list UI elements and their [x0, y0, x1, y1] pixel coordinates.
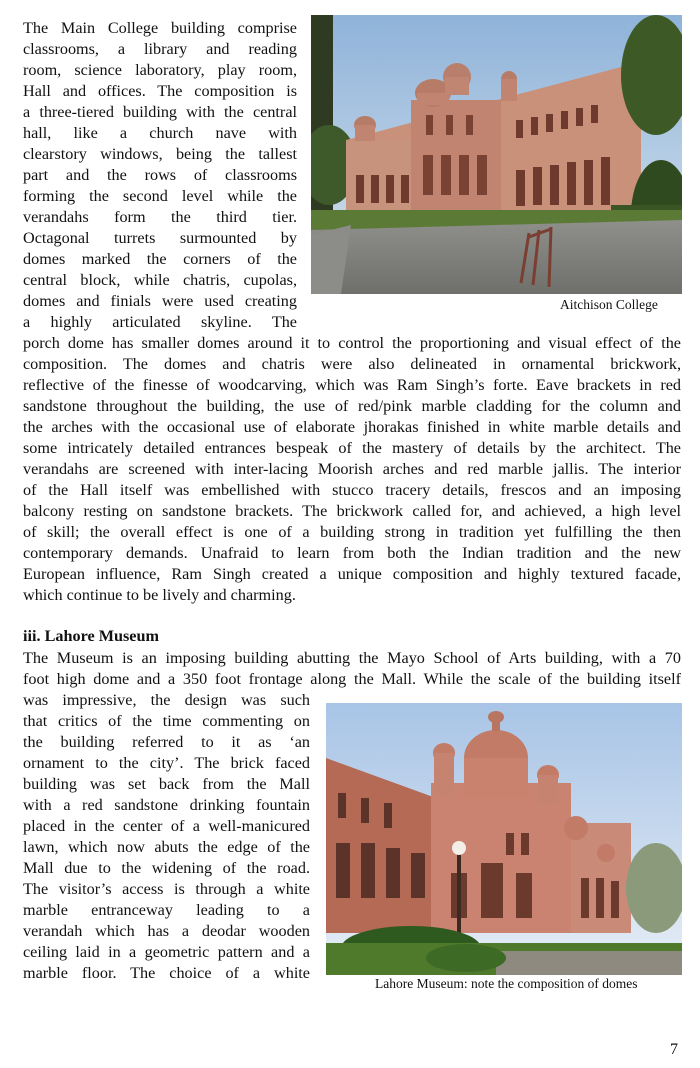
text-line: foot high dome and a 350 foot frontage along the Mall. While the scale of the building itself [23, 670, 681, 688]
text-line: classrooms, a library and reading [23, 40, 297, 58]
section2-narrow-text [23, 690, 310, 984]
text-line: European influence, Ram Singh created a unique composition and highly textured facade, [23, 565, 681, 583]
section2-full-text [23, 648, 681, 690]
text-line: the arches with the occasional use of elaborate jhorakas finished in white marble details and [23, 418, 681, 436]
text-line: domes marked the corners of the [23, 250, 297, 268]
text-line: the building referred to it as ‘an [23, 733, 310, 751]
text-line: central block, while chatris, cupolas, [23, 271, 297, 289]
text-line: reflective of the finesse of woodcarving, which was Ram Singh’s forte. Eave brackets in red [23, 376, 681, 394]
text-line: verandahs are screened with inter-lacing Moorish arches and red marble jallis. The interior [23, 460, 681, 478]
text-line: Mall due to the widening of the road. [23, 859, 310, 877]
text-line: of skill; the overall effect is one of a building strong in tradition yet fulfilling the then [23, 523, 681, 541]
text-line: building was set back from the Mall [23, 775, 310, 793]
aitchison-college-photo [311, 15, 682, 294]
text-line: balcony resting on sandstone brackets. The brickwork called for, and achieved, a high level [23, 502, 681, 520]
text-line: was impressive, the design was such [23, 691, 310, 709]
section1-full-text [23, 333, 681, 606]
text-line: verandahs form the third tier. [23, 208, 297, 226]
text-line: some intricately detailed entrances bespeak of the mastery of details by the architect. The [23, 439, 681, 457]
text-line: sandstone throughout the building, the use of red/pink marble cladding for the column and [23, 397, 681, 415]
text-line: domes and finials were used creating [23, 292, 297, 310]
text-line: ceiling laid in a geometric pattern and a [23, 943, 310, 961]
text-line: of the Hall itself was embellished with stucco tracery details, frescos and an imposing [23, 481, 681, 499]
text-line: ornament to the city’. The brick faced [23, 754, 310, 772]
text-line: that critics of the time commenting on [23, 712, 310, 730]
text-line: verandah which has a deodar wooden [23, 922, 310, 940]
text-line: composition. The domes and chatris were also delineated in ornamental brickwork, [23, 355, 681, 373]
text-line: Hall and offices. The composition is [23, 82, 297, 100]
text-line: marble floor. The choice of a white [23, 964, 310, 982]
figure-caption: Aitchison College [560, 297, 658, 312]
text-line: a three-tiered building with the central [23, 103, 297, 121]
lahore-museum-photo [326, 703, 682, 975]
text-line: The Main College building comprise [23, 19, 297, 37]
text-line: placed in the center of a well-manicured [23, 817, 310, 835]
section-heading: iii. Lahore Museum [23, 627, 159, 645]
text-line: a highly articulated skyline. The [23, 313, 297, 331]
text-line: lawn, which now abuts the edge of the [23, 838, 310, 856]
text-line: part and the rows of classrooms [23, 166, 297, 184]
page-number: 7 [670, 1041, 678, 1058]
text-line: room, science laboratory, play room, [23, 61, 297, 79]
text-line: marble entranceway leading to a [23, 901, 310, 919]
text-line: porch dome has smaller domes around it to control the proportioning and visual effect of the [23, 334, 681, 352]
text-line: which continue to be lively and charming. [23, 586, 296, 604]
text-line: The Museum is an imposing building abutting the Mayo School of Arts building, with a 70 [23, 649, 681, 667]
text-line: forming the second level while the [23, 187, 297, 205]
text-line: Octagonal turrets surmounted by [23, 229, 297, 247]
text-line: hall, like a church nave with [23, 124, 297, 142]
text-line: with a red sandstone drinking fountain [23, 796, 310, 814]
text-line: The visitor’s access is through a white [23, 880, 310, 898]
figure-caption: Lahore Museum: note the composition of domes [375, 976, 638, 991]
text-line: clearstory windows, being the tallest [23, 145, 297, 163]
section1-narrow-text [23, 18, 297, 333]
text-line: contemporary demands. Unafraid to learn from both the Indian tradition and the new [23, 544, 681, 562]
